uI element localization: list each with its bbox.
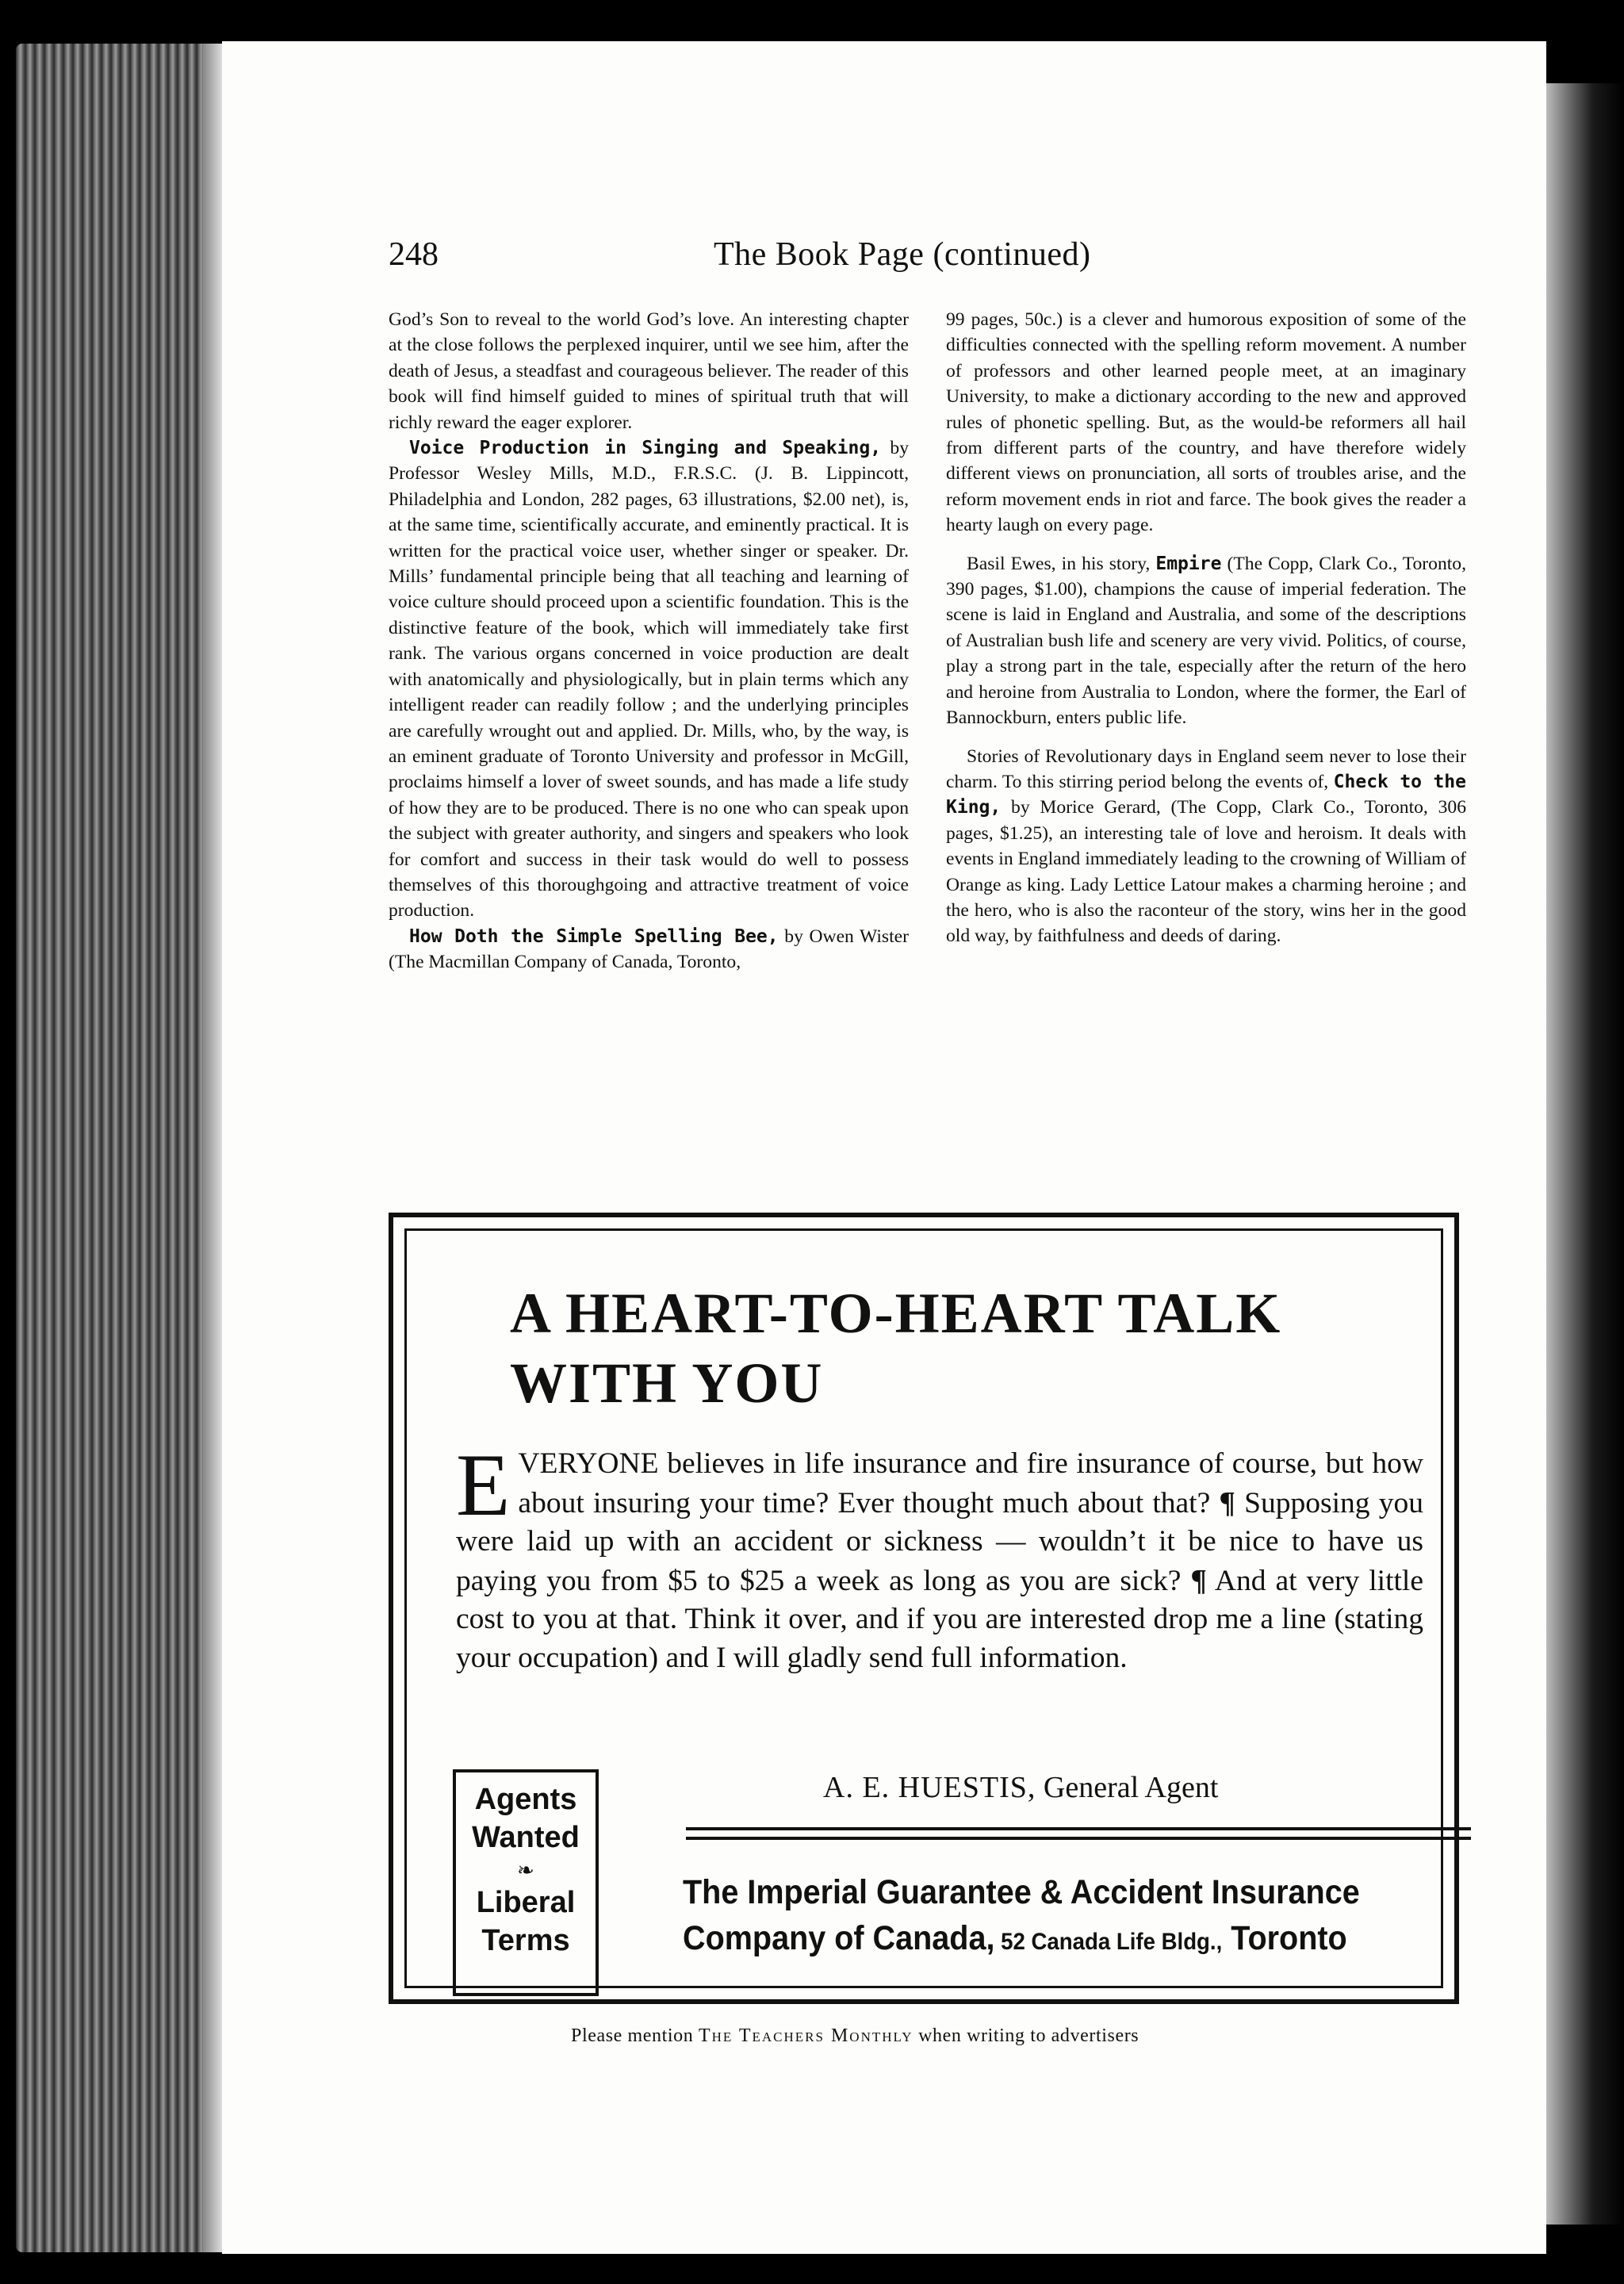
footer-text: Please mention	[571, 2025, 699, 2046]
box-rule	[453, 1769, 599, 1772]
agents-box-line: Agents	[474, 1783, 577, 1816]
agent-signature	[823, 1770, 1218, 1805]
review-paragraph	[946, 551, 1466, 731]
book-title: Check to the King,	[946, 771, 1466, 818]
review-paragraph	[389, 924, 909, 975]
book-title: Voice Production in Singing and Speaking,	[409, 438, 882, 459]
ad-body-text: VERYONE believes in life insurance and fire insurance of course, but how about insuring your time? Ever thought much about that?	[518, 1447, 1423, 1519]
box-rule	[453, 1993, 599, 1996]
ad-inner-border	[404, 1228, 1443, 1988]
dark-background-bottom	[0, 2254, 1624, 2284]
ad-body-text: Supposing you were laid up with an accident or sickness — wouldn’t it be nice to have us paying you from $5 to $25 a week as long as you are sick?	[456, 1486, 1423, 1597]
review-text: Basil Ewes, in his story,	[967, 553, 1156, 574]
review-paragraph: 99 pages, 50c.) is a clever and humorous exposition of some of the difficulties connected with the spelling reform movement. A number of professors and other learned people meet, at an imaginary University, to make a dictionary according to the new and approved rules of phonetic spelling. But, as the would-be reformers all hail from different parts of the country, and have therefore widely different views on pronunciation, all sorts of troubles arise, and the reform movement ends in riot and farce. The book gives the reader a hearty laugh on every page.	[946, 309, 1466, 536]
review-text: (The Copp, Clark Co., Toronto, 390 pages, $1.00), champions the cause of imperial federation. The scene is laid in England and Australia, and some of the descriptions of Australian bush life and scenery are very vivid. Politics, of course, play a strong part in the tale, especially after the return of the hero and heroine from Australia to London, where the former, the Earl of Bannockburn, enters public life.	[946, 553, 1467, 729]
company-city: Toronto	[1222, 1919, 1347, 1957]
page-header	[389, 236, 1356, 291]
footer-text: when writing to advertisers	[913, 2025, 1139, 2046]
company-block	[683, 1869, 1412, 1965]
fleuron-icon: ❧	[517, 1858, 534, 1882]
drop-cap: E	[456, 1436, 511, 1535]
ad-headline-line: A HEART-TO-HEART TALK	[510, 1282, 1282, 1345]
review-text: by Morice Gerard, (The Copp, Clark Co., Toronto, 306 pages, $1.25), an interesting tale of love and heroism. It deals with events in England immediately leading to the crowning of William of Orange as king. Lady Lettice Latour makes a charming heroine ; and the hero, who is also the raconteur of the story, wins her in the good old way, by faithfulness and deeds of daring.	[946, 797, 1466, 947]
agents-box-line: Terms	[481, 1924, 570, 1957]
company-name: The Imperial Guarantee & Accident Insurance	[683, 1873, 1360, 1911]
left-column	[389, 307, 909, 975]
company-line	[683, 1915, 1412, 1965]
agent-title: General Agent	[1036, 1771, 1219, 1804]
book-title: Empire	[1155, 553, 1222, 574]
page-footer	[571, 2025, 1522, 2047]
ad-headline-line: WITH YOU	[510, 1351, 824, 1415]
company-address: 52 Canada Life Bldg.,	[994, 1929, 1223, 1955]
page-number: 248	[389, 236, 439, 273]
agents-box-line: Wanted	[472, 1821, 580, 1854]
ad-headline	[510, 1278, 1382, 1418]
review-paragraph	[946, 744, 1466, 949]
review-text: by Owen Wister (The Macmillan Company of Canada, Toronto,	[389, 925, 909, 973]
pilcrow-icon: ¶	[1190, 1563, 1207, 1597]
pilcrow-icon: ¶	[1219, 1485, 1235, 1519]
book-spine-shadow	[1546, 83, 1624, 2225]
right-column	[946, 307, 1466, 949]
book-page	[222, 41, 1546, 2254]
agent-name: A. E. HUESTIS,	[823, 1771, 1036, 1804]
magazine-name: The Teachers Monthly	[698, 2025, 914, 2046]
review-text: by Professor Wesley Mills, M.D., F.R.S.C. (J. B. Lippincott, Philadelphia and London, 282 pages, 63 illustrations, $2.00 net), is, at the same time, scientifically accurate, and eminently practical. It is written for the practical voice user, whether singer or speaker. Dr. Mills’ fundamental principle being that all teaching and learning of voice culture should proceed upon a scientific foundation. This is the distinctive feature of the book, which will immediately take first rank. The various organs concerned in voice production are dealt with anatomically and physiologically, but in plain terms which any intelligent reader can readily follow ; and the underlying principles are carefully wrought out and applied. Dr. Mills, who, by the way, is an eminent graduate of Toronto University and professor in McGill, proclaims himself a lover of sweet sounds, and has made a life study of how they are to be produced. There is no one who can speak upon the subject with greater authority, and singers and speakers who look for comfort and success in their task would do well to possess themselves of this thoroughgoing and attractive treatment of voice production.	[389, 438, 909, 922]
agents-wanted-box	[453, 1772, 599, 1993]
insurance-advertisement	[389, 1213, 1459, 2004]
book-title: How Doth the Simple Spelling Bee,	[409, 925, 779, 947]
double-rule	[686, 1827, 1471, 1840]
ad-body-text: And at very little cost to you at that. Think it over, and if you are interested drop me a line (stating your occupation) and I will gladly send full information.	[456, 1564, 1423, 1674]
review-text: Stories of Revolutionary days in England seem never to lose their charm. To this stirring period belong the events of,	[946, 745, 1466, 792]
book-page-edges	[16, 44, 222, 2252]
company-name-cont: Company of Canada,	[683, 1919, 995, 1957]
ad-body	[456, 1436, 1423, 1677]
review-paragraph	[389, 435, 909, 924]
agents-box-line: Liberal	[476, 1886, 576, 1919]
review-paragraph: God’s Son to reveal to the world God’s love. An interesting chapter at the close follows the perplexed inquirer, until we see him, after the death of Jesus, a steadfast and courageous believer. The reader of this book will find himself guided to mines of spiritual truth that will richly reward the eager explorer.	[389, 309, 909, 433]
running-title: The Book Page (continued)	[714, 236, 1091, 273]
